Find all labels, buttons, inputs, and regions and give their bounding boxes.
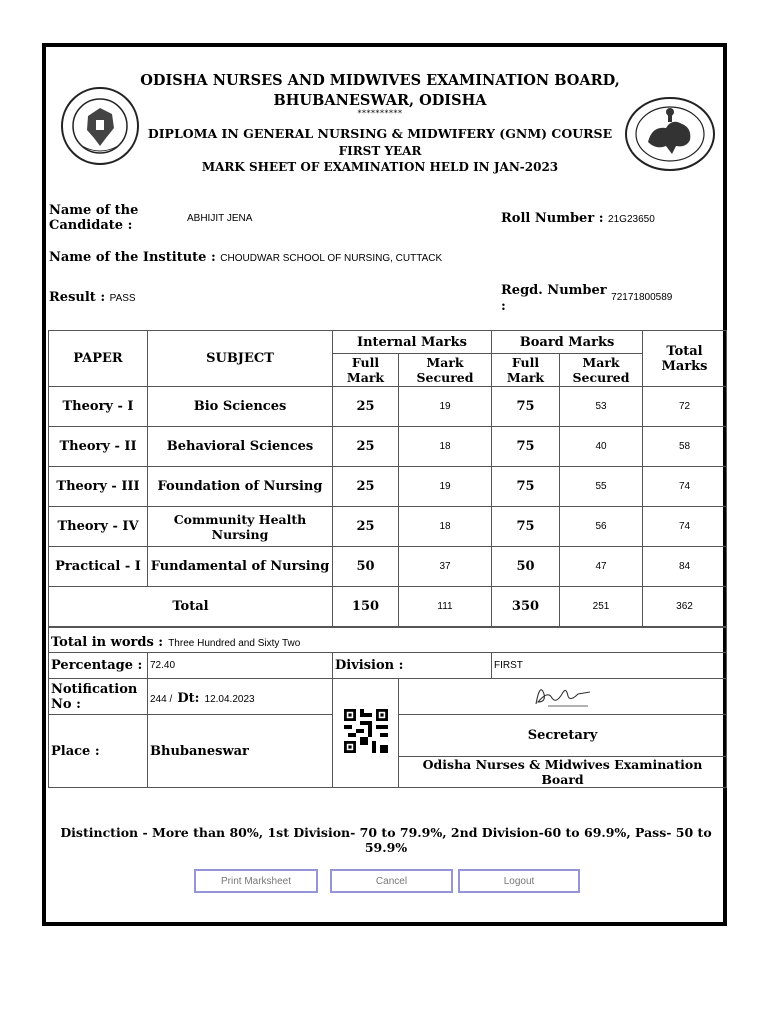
candidate-name-value: ABHIJIT JENA — [187, 213, 253, 224]
total-label: Total — [49, 587, 333, 627]
subject-cell: Fundamental of Nursing — [148, 547, 333, 587]
table-row — [49, 507, 727, 547]
total-in-words-value: Three Hundred and Sixty Two — [168, 637, 301, 649]
institute-value: CHOUDWAR SCHOOL OF NURSING, CUTTACK — [220, 253, 443, 264]
board-full-cell: 75 — [492, 427, 560, 467]
summary-table — [48, 627, 727, 788]
division-label: Division : — [333, 653, 492, 679]
internal-full-cell: 25 — [333, 427, 399, 467]
paper-cell: Practical - I — [49, 547, 148, 587]
board-full-mark-header: Full Mark — [492, 354, 560, 387]
internal-mark-secured-header: Mark Secured — [399, 354, 492, 387]
subject-cell: Behavioral Sciences — [148, 427, 333, 467]
subject-cell: Bio Sciences — [148, 387, 333, 427]
candidate-name-label — [49, 203, 138, 233]
percentage-value: 72.40 — [148, 653, 333, 679]
notification-label-line1: Notification — [51, 681, 138, 697]
internal-marks-header: Internal Marks — [333, 331, 492, 354]
board-full-cell: 75 — [492, 387, 560, 427]
result-value: PASS — [109, 293, 136, 304]
total-in-words-row — [49, 628, 727, 653]
candidate-name-label-line1: Name of the — [49, 203, 139, 218]
regd-number-label — [501, 283, 672, 314]
roll-number-label-text: Roll Number : — [501, 211, 604, 226]
date-label: Dt: — [177, 691, 200, 706]
result-label — [49, 290, 136, 305]
notification-value — [148, 679, 333, 715]
secretary-label: Secretary — [399, 715, 727, 757]
institute-label-text: Name of the Institute : — [49, 250, 216, 265]
percentage-label: Percentage : — [49, 653, 148, 679]
board-secured-cell: 40 — [560, 427, 643, 467]
total-cell: 74 — [643, 467, 727, 507]
internal-full-cell: 25 — [333, 507, 399, 547]
board-secured-total: 251 — [560, 587, 643, 627]
result-label-text: Result : — [49, 290, 106, 305]
board-marks-header: Board Marks — [492, 331, 643, 354]
total-in-words-label: Total in words : — [51, 634, 164, 650]
division-criteria: Distinction - More than 80%, 1st Division- 70 to 79.9%, 2nd Division-60 to 69.9%, Pass- 50 to 59.9% — [60, 825, 712, 855]
course-title: DIPLOMA IN GENERAL NURSING & MIDWIFERY (GNM) COURSE — [147, 126, 613, 141]
internal-secured-total: 111 — [399, 587, 492, 627]
subject-header: SUBJECT — [148, 331, 333, 387]
header-stars: ********** — [357, 109, 403, 118]
paper-cell: Theory - IV — [49, 507, 148, 547]
internal-secured-cell: 37 — [399, 547, 492, 587]
board-name-line1: ODISHA NURSES AND MIDWIVES EXAMINATION BOARD, — [140, 72, 620, 89]
board-full-cell: 50 — [492, 547, 560, 587]
board-secured-cell: 47 — [560, 547, 643, 587]
exam-year: FIRST YEAR — [338, 144, 422, 158]
notification-number: 244 / — [150, 694, 173, 705]
paper-cell: Theory - I — [49, 387, 148, 427]
notification-label-line2: No : — [51, 696, 81, 712]
signatory-organization: Odisha Nurses & Midwives Examination Board — [399, 757, 727, 788]
division-value: FIRST — [492, 653, 727, 679]
table-row — [49, 427, 727, 467]
board-secured-cell: 55 — [560, 467, 643, 507]
internal-secured-cell: 19 — [399, 467, 492, 507]
table-row — [49, 467, 727, 507]
place-label: Place : — [49, 715, 148, 788]
total-cell: 74 — [643, 507, 727, 547]
institute-label — [49, 250, 442, 265]
board-secured-cell: 53 — [560, 387, 643, 427]
roll-number-label — [501, 211, 655, 226]
paper-cell: Theory - II — [49, 427, 148, 467]
board-full-cell: 75 — [492, 467, 560, 507]
candidate-name-label-line2: Candidate : — [49, 218, 133, 233]
total-marks-header: Total Marks — [643, 331, 727, 387]
subject-cell: Foundation of Nursing — [148, 467, 333, 507]
roll-number-value: 21G23650 — [608, 214, 655, 225]
table-row — [49, 387, 727, 427]
paper-header: PAPER — [49, 331, 148, 387]
internal-full-mark-header: Full Mark — [333, 354, 399, 387]
print-marksheet-button[interactable]: Print Marksheet — [194, 869, 318, 893]
board-full-total: 350 — [492, 587, 560, 627]
exam-title: MARK SHEET OF EXAMINATION HELD IN JAN-2023 — [201, 160, 559, 174]
paper-cell: Theory - III — [49, 467, 148, 507]
board-mark-secured-header: Mark Secured — [560, 354, 643, 387]
board-secured-cell: 56 — [560, 507, 643, 547]
subject-cell: Community Health Nursing — [148, 507, 333, 547]
secretary-signature — [528, 680, 598, 710]
regd-number-value: 72171800589 — [611, 292, 673, 303]
regd-number-label-line2: : — [501, 299, 506, 314]
board-name-line2: BHUBANESWAR, ODISHA — [273, 92, 487, 109]
regd-number-label-line1: Regd. Number — [501, 283, 607, 298]
grand-total: 362 — [643, 587, 727, 627]
total-row — [49, 587, 727, 627]
internal-secured-cell: 19 — [399, 387, 492, 427]
notification-date: 12.04.2023 — [204, 694, 255, 705]
internal-secured-cell: 18 — [399, 507, 492, 547]
total-cell: 84 — [643, 547, 727, 587]
board-full-cell: 75 — [492, 507, 560, 547]
qr-code-icon — [344, 709, 388, 753]
marks-table — [48, 330, 727, 627]
signature-cell — [399, 679, 727, 715]
internal-full-cell: 25 — [333, 387, 399, 427]
internal-full-cell: 25 — [333, 467, 399, 507]
cancel-button[interactable]: Cancel — [330, 869, 453, 893]
qr-code-cell — [333, 679, 399, 788]
notification-label — [49, 679, 148, 715]
internal-secured-cell: 18 — [399, 427, 492, 467]
internal-full-cell: 50 — [333, 547, 399, 587]
logout-button[interactable]: Logout — [458, 869, 580, 893]
internal-full-total: 150 — [333, 587, 399, 627]
total-cell: 58 — [643, 427, 727, 467]
place-value: Bhubaneswar — [148, 715, 333, 788]
table-row — [49, 547, 727, 587]
total-cell: 72 — [643, 387, 727, 427]
